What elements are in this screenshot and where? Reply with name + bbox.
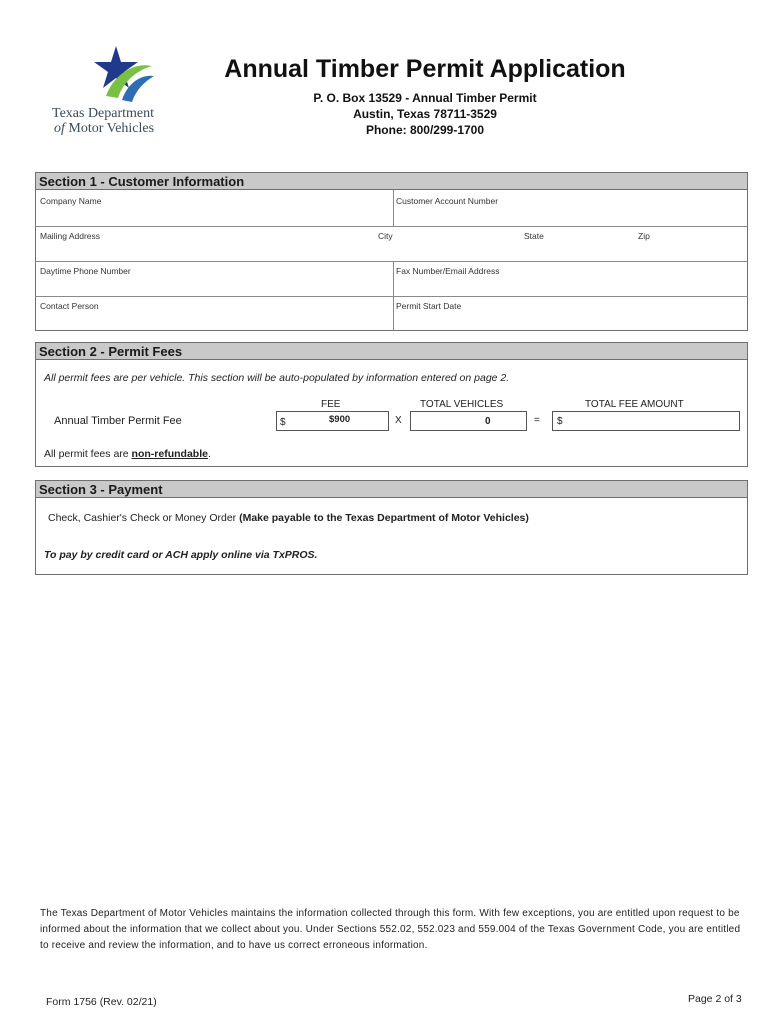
city-field[interactable] [378, 242, 518, 259]
total-vehicles-value: 0 [485, 416, 491, 427]
section3-header: Section 3 - Payment [35, 480, 748, 498]
annual-fee-label: Annual Timber Permit Fee [54, 415, 182, 427]
fax-email-field[interactable] [396, 277, 744, 294]
total-dollar-sign: $ [557, 416, 563, 427]
section2-header: Section 2 - Permit Fees [35, 342, 748, 360]
divider [35, 296, 748, 297]
section3-box [35, 498, 748, 575]
contact-person-field[interactable] [38, 312, 390, 329]
credit-card-note: To pay by credit card or ACH apply online via TxPROS. [44, 549, 318, 561]
form-number: Form 1756 (Rev. 02/21) [46, 996, 157, 1008]
mailing-address-field[interactable] [38, 242, 373, 259]
txdmv-star-icon [48, 44, 188, 108]
page-number: Page 2 of 3 [688, 993, 742, 1005]
state-field[interactable] [524, 242, 634, 259]
fee-field[interactable] [276, 411, 389, 431]
company-name-field[interactable] [38, 207, 390, 224]
logo-text-line1: Texas Department [52, 106, 155, 121]
contact-person-label: Contact Person [40, 301, 99, 311]
fees-note: All permit fees are per vehicle. This section will be auto-populated by information entered on page 2. [44, 372, 510, 384]
divider [393, 261, 394, 331]
payment-check-prefix: Check, Cashier's Check or Money Order [48, 512, 240, 524]
section1-header: Section 1 - Customer Information [35, 172, 748, 190]
divider [35, 226, 748, 227]
privacy-notice: The Texas Department of Motor Vehicles maintains the information collected through this form. With few exceptions, you are entitled upon request to be informed about the information that we collect about you. Under Sections 552.02, 552.023 and 559.004 of the Texas Government Code, you are entitled to receive and review the information, and to have us correct erroneous information. [40, 908, 741, 951]
logo-text-line2 [54, 121, 154, 137]
total-vehicles-field[interactable] [410, 411, 527, 431]
total-fee-amount-column-header: TOTAL FEE AMOUNT [585, 399, 684, 410]
address-line-2: Austin, Texas 78711-3529 [353, 107, 497, 121]
permit-start-date-label: Permit Start Date [396, 301, 462, 311]
daytime-phone-label: Daytime Phone Number [40, 266, 131, 276]
city-label: City [378, 231, 393, 241]
divider [393, 190, 394, 226]
permit-start-date-field[interactable] [396, 312, 744, 329]
payment-check-bold: (Make payable to the Texas Department of Motor Vehicles) [239, 512, 529, 524]
company-name-label: Company Name [40, 196, 102, 206]
address-line-1: P. O. Box 13529 - Annual Timber Permit [313, 91, 537, 105]
logo-text-rest: Motor Vehicles [64, 121, 155, 136]
nonrefundable-prefix: All permit fees are [44, 448, 132, 460]
state-label: State [524, 231, 544, 241]
multiply-sign: X [395, 415, 402, 426]
page-title: Annual Timber Permit Application [224, 55, 626, 83]
fax-email-label: Fax Number/Email Address [396, 266, 500, 276]
daytime-phone-field[interactable] [38, 277, 390, 294]
nonrefundable-text: non-refundable [131, 448, 208, 460]
address-line-3: Phone: 800/299-1700 [365, 123, 485, 137]
customer-account-number-field[interactable] [396, 207, 744, 224]
mailing-address-label: Mailing Address [40, 231, 101, 241]
total-vehicles-column-header: TOTAL VEHICLES [420, 399, 504, 410]
payment-check-text [48, 512, 529, 524]
fee-value: $900 [329, 414, 351, 425]
fee-column-header: FEE [321, 399, 341, 410]
nonrefundable-note [44, 448, 211, 460]
zip-field[interactable] [638, 242, 744, 259]
total-fee-amount-field[interactable] [552, 411, 740, 431]
fee-dollar-sign: $ [280, 417, 286, 428]
divider [35, 261, 748, 262]
nonrefundable-suffix: . [207, 448, 211, 460]
customer-account-number-label: Customer Account Number [396, 196, 499, 206]
equals-sign: = [534, 415, 540, 426]
logo-text-of: of [54, 121, 65, 136]
zip-label: Zip [638, 231, 650, 241]
